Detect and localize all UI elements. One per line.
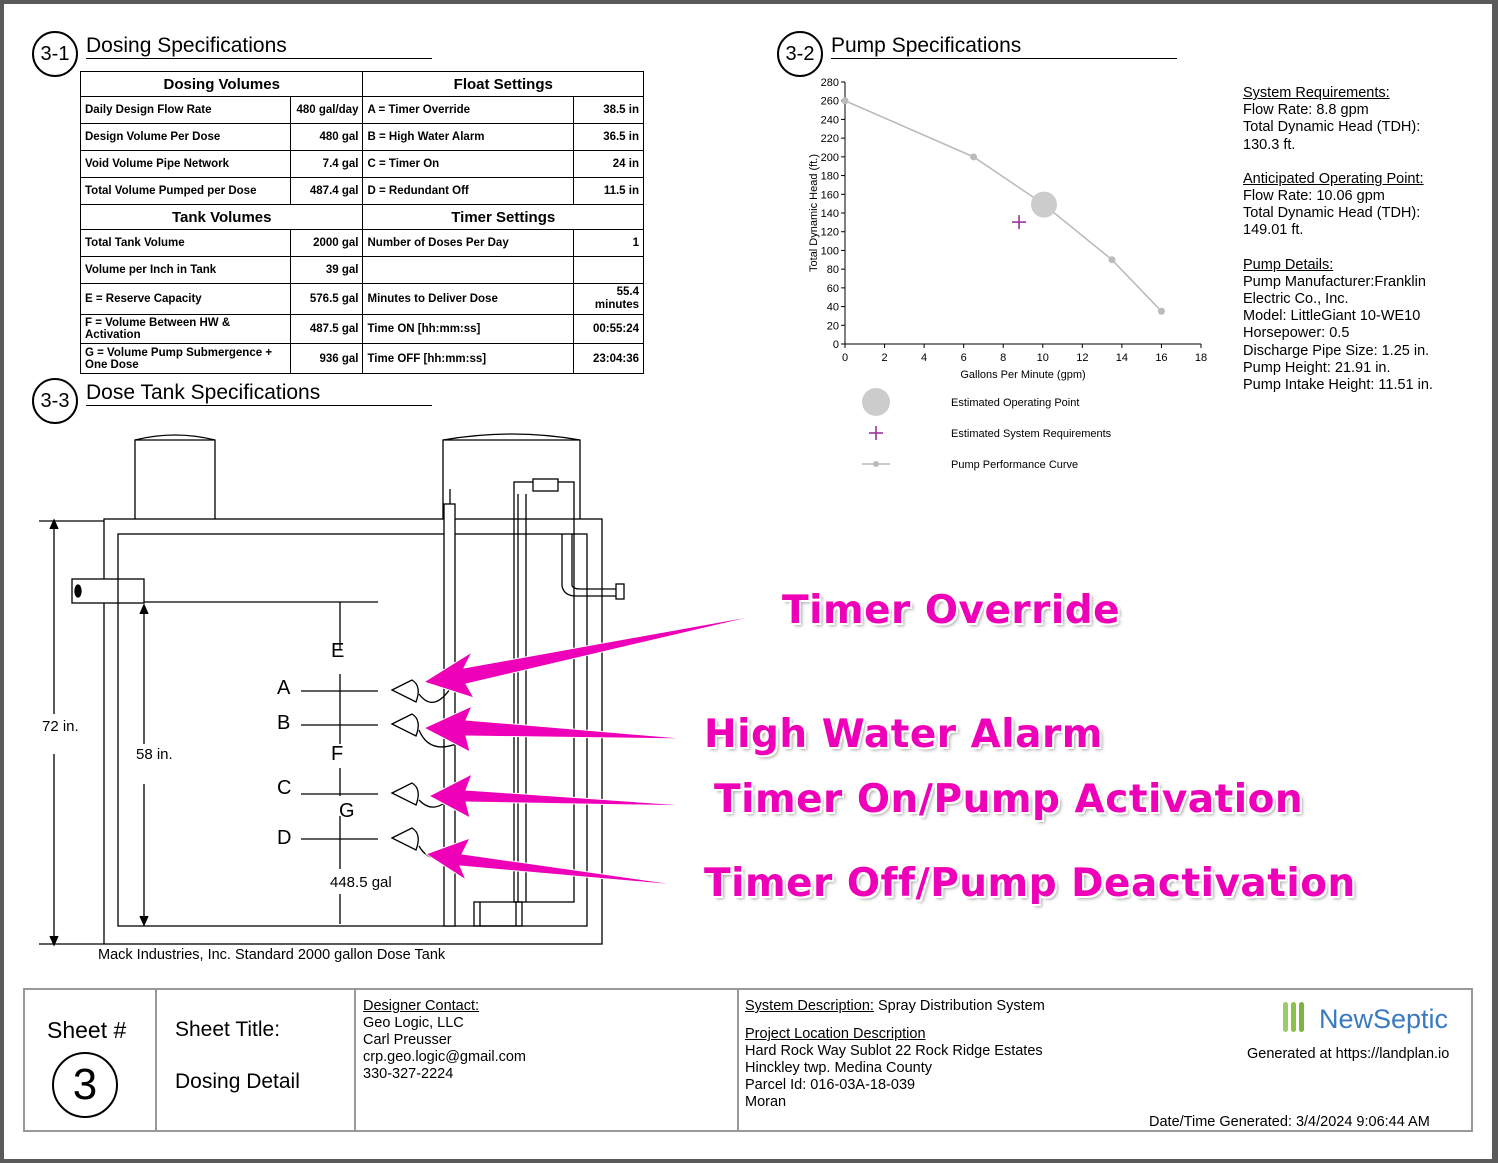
cell-label: Total Volume Pumped per Dose	[81, 178, 291, 205]
arrow-high-water-alarm	[424, 706, 691, 752]
cell-value: 487.4 gal	[291, 178, 363, 205]
tank-volumes-header: Tank Volumes	[81, 205, 363, 230]
bottom-volume-label: 448.5 gal	[330, 874, 392, 891]
designer-line: Geo Logic, LLC	[363, 1015, 464, 1031]
project-location	[745, 1026, 1043, 1111]
document-page	[4, 4, 1492, 1159]
y-tick-label: 100	[820, 245, 839, 258]
cell-value: 55.4 minutes	[573, 284, 643, 315]
height-inlet-label: 58 in.	[136, 746, 173, 763]
designer-contact	[363, 998, 526, 1083]
pump-curve-line	[845, 101, 1161, 312]
cell-value: 38.5 in	[573, 97, 643, 124]
title-block	[23, 988, 1473, 1132]
pump-info-panel	[1243, 85, 1483, 394]
y-tick-label: 20	[826, 320, 839, 333]
cell-label: B = High Water Alarm	[363, 124, 573, 151]
arrow-timer-override	[424, 614, 764, 698]
project-line: Moran	[745, 1094, 787, 1110]
designer-cell	[356, 990, 739, 1130]
cell-label	[363, 257, 573, 284]
y-tick-label: 0	[832, 339, 839, 351]
brand-name: NewSeptic	[1319, 1004, 1449, 1034]
x-tick-label: 14	[1115, 352, 1129, 364]
float-c-label: C	[277, 777, 292, 799]
cell-label: F = Volume Between HW & Activation	[81, 315, 291, 344]
y-tick-label: 140	[820, 208, 839, 220]
system-description	[745, 998, 1045, 1015]
cell-value: 480 gal/day	[291, 97, 363, 124]
cell-value: 480 gal	[291, 124, 363, 151]
pump-detail-line: Discharge Pipe Size: 1.25 in.	[1243, 342, 1430, 359]
cell-value: 11.5 in	[573, 178, 643, 205]
pump-curve-point	[842, 97, 849, 104]
pump-detail-line: Pump Intake Height: 11.51 in.	[1243, 377, 1433, 394]
system-req-line: 130.3 ft.	[1243, 136, 1296, 153]
cell-value: 36.5 in	[573, 124, 643, 151]
legend-operating-point-marker	[862, 388, 890, 416]
dosing-volumes-header: Dosing Volumes	[81, 72, 363, 97]
pump-details-heading: Pump Details:	[1243, 256, 1334, 273]
cell-label: Time OFF [hh:mm:ss]	[363, 344, 573, 374]
y-tick-label: 260	[820, 95, 839, 108]
sheet-title: Dosing Detail	[175, 1070, 300, 1093]
table-row	[81, 97, 644, 124]
x-tick-label: 6	[960, 352, 967, 364]
cell-label: A = Timer Override	[363, 97, 573, 124]
x-tick-label: 10	[1036, 352, 1049, 364]
sheet-number-cell	[25, 990, 157, 1130]
cell-value: 23:04:36	[573, 344, 643, 374]
operating-point-line: 149.01 ft.	[1243, 222, 1304, 239]
section-number-tank: 3-3	[32, 378, 78, 424]
sheet-number: 3	[52, 1052, 118, 1118]
pump-detail-line: Horsepower: 0.5	[1243, 325, 1350, 342]
system-req-line: Flow Rate: 8.8 gpm	[1243, 102, 1369, 119]
table-row	[81, 178, 644, 205]
x-tick-label: 0	[841, 352, 849, 364]
pump-curve-point	[970, 153, 977, 160]
table-row	[81, 257, 644, 284]
project-cell	[739, 990, 1473, 1130]
table-row	[81, 124, 644, 151]
cell-value: 936 gal	[291, 344, 363, 374]
sheet-title-cell	[157, 990, 356, 1130]
annotation-timer-off: Timer Off/Pump Deactivation	[704, 861, 1356, 906]
pump-detail-line: Electric Co., Inc.	[1243, 291, 1349, 308]
cell-value: 487.5 gal	[291, 315, 363, 344]
x-tick-label: 8	[1000, 352, 1007, 364]
section-title-dosing: Dosing Specifications	[86, 34, 432, 59]
operating-point-marker	[1031, 192, 1057, 218]
cell-label: Daily Design Flow Rate	[81, 97, 291, 124]
x-tick-label: 18	[1194, 352, 1208, 364]
cell-label: E = Reserve Capacity	[81, 284, 291, 315]
arrow-timer-off	[426, 838, 687, 886]
pump-detail-line: Pump Manufacturer:Franklin	[1243, 273, 1426, 290]
project-line: Hard Rock Way Sublot 22 Rock Ridge Estates	[745, 1043, 1043, 1059]
operating-point-line: Flow Rate: 10.06 gpm	[1243, 188, 1385, 205]
pump-detail-line: Model: LittleGiant 10-WE10	[1243, 308, 1421, 325]
float-settings-header: Float Settings	[363, 72, 644, 97]
zone-e-label: E	[331, 640, 345, 662]
float-b-label: B	[277, 712, 291, 734]
designer-line: Carl Preusser	[363, 1032, 452, 1048]
height-total-label: 72 in.	[42, 718, 79, 735]
cell-value: 1	[573, 230, 643, 257]
project-line: Parcel Id: 016-03A-18-039	[745, 1077, 916, 1093]
y-tick-label: 240	[820, 114, 839, 127]
project-heading: Project Location Description	[745, 1026, 926, 1042]
float-d-label: D	[277, 827, 292, 849]
table-row	[81, 315, 644, 344]
sheet-title-label: Sheet Title:	[175, 1018, 281, 1041]
table-row	[81, 151, 644, 178]
section-title-pump: Pump Specifications	[831, 34, 1177, 59]
operating-point-heading: Anticipated Operating Point:	[1243, 170, 1424, 187]
annotation-high-water-alarm: High Water Alarm	[704, 712, 1103, 757]
cell-label: G = Volume Pump Submergence + One Dose	[81, 344, 291, 374]
cell-label: Design Volume Per Dose	[81, 124, 291, 151]
cell-value: 576.5 gal	[291, 284, 363, 315]
system-value: Spray Distribution System	[877, 998, 1045, 1014]
cell-value	[573, 257, 643, 284]
datetime-generated: Date/Time Generated: 3/4/2024 9:06:44 AM	[1149, 1114, 1430, 1130]
operating-point-line: Total Dynamic Head (TDH):	[1243, 205, 1421, 222]
y-tick-label: 160	[820, 189, 839, 202]
table-row	[81, 284, 644, 315]
left-riser	[135, 435, 215, 519]
cell-value: 2000 gal	[291, 230, 363, 257]
y-tick-label: 180	[820, 170, 839, 183]
generated-at: Generated at https://landplan.io	[1247, 1046, 1450, 1062]
cell-label: Total Tank Volume	[81, 230, 291, 257]
float-a-label: A	[277, 677, 291, 699]
project-line: Hinckley twp. Medina County	[745, 1060, 932, 1076]
tank-caption: Mack Industries, Inc. Standard 2000 gallon Dose Tank	[98, 947, 446, 963]
legend-label: Estimated System Requirements	[951, 428, 1112, 440]
designer-heading: Designer Contact:	[363, 998, 480, 1014]
section-number-pump: 3-2	[777, 31, 823, 77]
cell-label: Number of Doses Per Day	[363, 230, 573, 257]
table-row	[81, 344, 644, 374]
annotation-timer-override: Timer Override	[782, 588, 1121, 633]
y-tick-label: 120	[820, 226, 839, 239]
timer-settings-header: Timer Settings	[363, 205, 644, 230]
cell-value: 7.4 gal	[291, 151, 363, 178]
x-axis-label: Gallons Per Minute (gpm)	[960, 369, 1086, 381]
arrow-timer-on	[429, 774, 697, 818]
y-tick-label: 40	[826, 301, 839, 314]
cell-value: 39 gal	[291, 257, 363, 284]
pump-detail-line: Pump Height: 21.91 in.	[1243, 359, 1391, 376]
y-tick-label: 280	[820, 77, 839, 89]
system-req-line: Total Dynamic Head (TDH):	[1243, 119, 1421, 136]
section-title-tank: Dose Tank Specifications	[86, 381, 432, 406]
legend-label: Pump Performance Curve	[951, 459, 1079, 471]
x-tick-label: 2	[881, 352, 888, 364]
legend-label: Estimated Operating Point	[951, 397, 1080, 409]
designer-email: crp.geo.logic@gmail.com	[363, 1049, 527, 1065]
zone-f-label: F	[331, 743, 344, 765]
y-tick-label: 80	[826, 264, 839, 277]
table-row	[81, 230, 644, 257]
cell-label: Time ON [hh:mm:ss]	[363, 315, 573, 344]
pump-curve-chart	[794, 72, 1224, 482]
system-requirements-heading: System Requirements:	[1243, 85, 1390, 101]
cell-label: C = Timer On	[363, 151, 573, 178]
cell-value: 24 in	[573, 151, 643, 178]
x-tick-label: 12	[1076, 352, 1089, 364]
x-tick-label: 4	[921, 352, 928, 364]
y-tick-label: 200	[820, 151, 839, 164]
cell-value: 00:55:24	[573, 315, 643, 344]
section-number-dosing: 3-1	[32, 31, 78, 77]
y-axis-label: Total Dynamic Head (ft.)	[808, 154, 820, 272]
newseptic-logo	[1281, 1000, 1313, 1039]
y-tick-label: 220	[820, 133, 839, 146]
pump-curve-point	[1109, 256, 1116, 263]
pump-curve-point	[1158, 308, 1165, 315]
cell-label: Minutes to Deliver Dose	[363, 284, 573, 315]
logo-bars-icon	[1281, 1000, 1313, 1034]
cell-label: Void Volume Pipe Network	[81, 151, 291, 178]
y-tick-label: 60	[826, 282, 839, 295]
x-tick-label: 16	[1155, 352, 1168, 364]
annotation-timer-on: Timer On/Pump Activation	[714, 777, 1304, 822]
system-label: System Description:	[745, 998, 874, 1014]
cell-label: D = Redundant Off	[363, 178, 573, 205]
designer-phone: 330-327-2224	[363, 1066, 454, 1082]
dosing-spec-table	[80, 71, 644, 374]
right-riser	[443, 434, 580, 519]
sheet-label: Sheet #	[47, 1017, 127, 1043]
zone-g-label: G	[339, 800, 355, 822]
cell-label: Volume per Inch in Tank	[81, 257, 291, 284]
